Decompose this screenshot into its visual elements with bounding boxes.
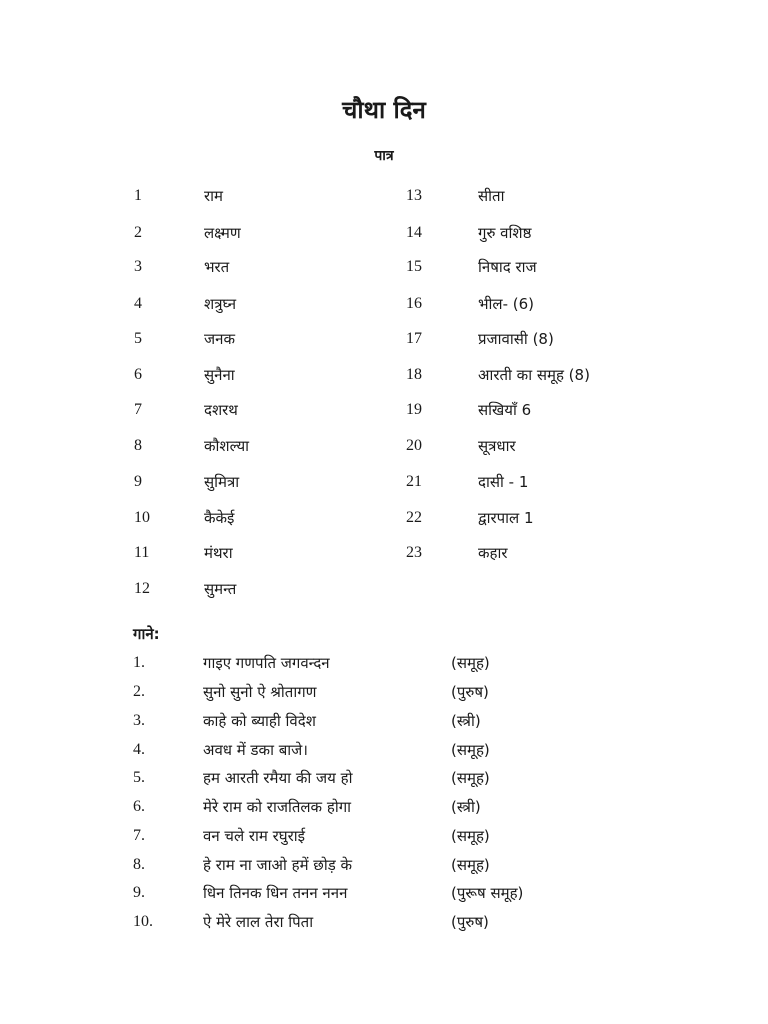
character-number: 19 <box>406 401 422 418</box>
song-performer-type: (पुरुष) <box>451 683 489 701</box>
character-row <box>406 540 666 566</box>
song-number: 8. <box>133 856 145 873</box>
character-row <box>406 397 666 423</box>
song-performer-type: (समूह) <box>451 769 490 787</box>
character-row <box>134 469 394 495</box>
song-row <box>133 737 693 763</box>
song-row <box>133 909 693 935</box>
character-number: 2 <box>134 224 142 241</box>
song-performer-type: (पुरुष) <box>451 913 489 931</box>
character-number: 7 <box>134 401 142 418</box>
song-number: 5. <box>133 769 145 786</box>
page-title: चौथा दिन <box>342 96 426 124</box>
character-number: 5 <box>134 330 142 347</box>
character-number: 1 <box>134 187 142 204</box>
character-number: 11 <box>134 544 150 561</box>
character-name: राम <box>204 187 223 205</box>
character-row <box>406 505 666 531</box>
character-row <box>134 362 394 388</box>
character-row <box>406 469 666 495</box>
character-name: सीता <box>478 187 505 205</box>
song-number: 7. <box>133 827 145 844</box>
character-number: 18 <box>406 366 422 383</box>
character-row <box>406 433 666 459</box>
song-title: काहे को ब्याही विदेश <box>203 712 316 730</box>
character-row <box>134 576 394 602</box>
song-number: 3. <box>133 712 145 729</box>
character-row <box>406 220 666 246</box>
character-row <box>406 254 666 280</box>
character-name: सुनैना <box>204 366 235 384</box>
character-row <box>406 326 666 352</box>
character-number: 4 <box>134 295 142 312</box>
page-subtitle: पात्र <box>374 148 394 164</box>
character-name: प्रजावासी (8) <box>478 330 554 348</box>
character-name: कौशल्या <box>204 437 250 455</box>
song-performer-type: (समूह) <box>451 827 490 845</box>
song-number: 9. <box>133 884 145 901</box>
character-name: आरती का समूह (8) <box>478 366 590 384</box>
character-row <box>134 326 394 352</box>
song-number: 2. <box>133 683 145 700</box>
character-number: 16 <box>406 295 422 312</box>
song-title: हम आरती रमैया की जय हो <box>203 769 353 787</box>
song-title: सुनो सुनो ऐ श्रोतागण <box>203 683 317 701</box>
character-number: 10 <box>134 509 150 526</box>
character-row <box>134 220 394 246</box>
character-number: 8 <box>134 437 142 454</box>
song-title: अवध में डका बाजे। <box>203 741 308 759</box>
song-title: ऐ मेरे लाल तेरा पिता <box>203 913 314 931</box>
character-row <box>134 183 394 209</box>
song-number: 10. <box>133 913 153 930</box>
character-name: सूत्रधार <box>478 437 516 455</box>
character-name: मंथरा <box>204 544 233 562</box>
character-number: 23 <box>406 544 422 561</box>
character-name: दासी - 1 <box>478 473 529 491</box>
song-row <box>133 708 693 734</box>
song-performer-type: (स्त्री) <box>451 798 481 816</box>
songs-heading: गाने: <box>133 625 160 643</box>
character-name: द्वारपाल 1 <box>478 509 534 527</box>
character-name: लक्ष्मण <box>204 224 241 242</box>
character-row <box>134 254 394 280</box>
character-name: भील- (6) <box>478 295 535 313</box>
song-title: मेरे राम को राजतिलक होगा <box>203 798 352 816</box>
song-row <box>133 823 693 849</box>
character-row <box>134 397 394 423</box>
song-row <box>133 794 693 820</box>
character-row <box>134 433 394 459</box>
character-name: जनक <box>204 330 235 348</box>
song-title: धिन तिनक धिन तनन ननन <box>203 884 348 902</box>
character-name: शत्रुघ्न <box>204 295 237 313</box>
song-row <box>133 765 693 791</box>
character-number: 14 <box>406 224 422 241</box>
song-performer-type: (पुरूष समूह) <box>451 884 524 902</box>
song-title: वन चले राम रघुराई <box>203 827 306 845</box>
character-number: 22 <box>406 509 422 526</box>
song-title: हे राम ना जाओ हमें छोड़ के <box>203 856 353 874</box>
song-row <box>133 852 693 878</box>
character-number: 13 <box>406 187 422 204</box>
character-row <box>406 291 666 317</box>
character-row <box>134 291 394 317</box>
song-number: 1. <box>133 654 145 671</box>
character-number: 9 <box>134 473 142 490</box>
character-row <box>134 505 394 531</box>
song-performer-type: (स्त्री) <box>451 712 481 730</box>
song-number: 6. <box>133 798 145 815</box>
song-number: 4. <box>133 741 145 758</box>
character-name: सखियाँ 6 <box>478 401 532 419</box>
song-row <box>133 880 693 906</box>
song-row <box>133 650 693 676</box>
character-name: सुमन्त <box>204 580 237 598</box>
song-performer-type: (समूह) <box>451 654 490 672</box>
character-number: 3 <box>134 258 142 275</box>
character-row <box>406 183 666 209</box>
song-title: गाइए गणपति जगवन्दन <box>203 654 330 672</box>
character-name: गुरु वशिष्ठ <box>478 224 532 242</box>
character-row <box>134 540 394 566</box>
character-number: 12 <box>134 580 150 597</box>
character-row <box>406 362 666 388</box>
character-name: निषाद राज <box>478 258 537 276</box>
song-row <box>133 679 693 705</box>
character-number: 15 <box>406 258 422 275</box>
song-performer-type: (समूह) <box>451 741 490 759</box>
character-number: 6 <box>134 366 142 383</box>
character-name: कैकेई <box>204 509 235 527</box>
character-name: दशरथ <box>204 401 238 419</box>
character-name: भरत <box>204 258 230 276</box>
character-name: सुमित्रा <box>204 473 240 491</box>
song-performer-type: (समूह) <box>451 856 490 874</box>
character-number: 21 <box>406 473 422 490</box>
character-name: कहार <box>478 544 508 562</box>
character-number: 20 <box>406 437 422 454</box>
character-number: 17 <box>406 330 422 347</box>
